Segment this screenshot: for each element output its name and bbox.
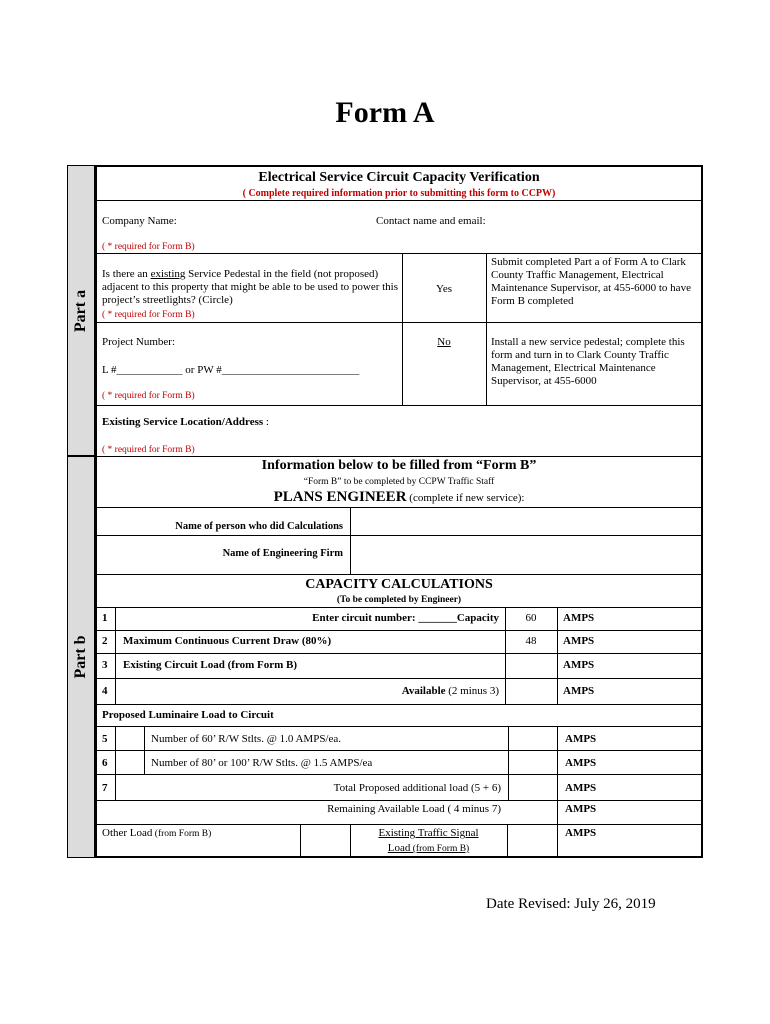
yes-instruction: Submit completed Part a of Form A to Clark County Traffic Management, Electrical Maintenance Supervisor, at 455-6000 to have Form B completed	[491, 256, 691, 307]
capacity-row-unit: AMPS	[563, 685, 595, 697]
firm-label: Name of Engineering Firm	[222, 548, 343, 559]
capacity-row-num: 2	[102, 635, 108, 647]
contact-label: Contact name and email:	[376, 215, 486, 227]
capacity-row-num: 3	[102, 659, 108, 671]
proposed-row-num: 7	[102, 782, 108, 794]
form-heading: Electrical Service Circuit Capacity Verification	[258, 170, 540, 185]
form-b-subheading: “Form B” to be completed by CCPW Traffic Staff	[303, 477, 495, 487]
required-note-1: ( * required for Form B)	[102, 242, 195, 252]
yes-option[interactable]: Yes	[435, 283, 452, 295]
project-number-label: Project Number:	[102, 336, 176, 348]
plans-engineer-heading: PLANS ENGINEER (complete if new service):	[273, 489, 525, 505]
capacity-row-num: 4	[102, 685, 108, 697]
capacity-row-label: Available (2 minus 3)	[401, 685, 499, 697]
required-note-3: ( * required for Form B)	[102, 391, 195, 401]
company-name-label: Company Name:	[102, 215, 177, 227]
remaining-unit: AMPS	[565, 803, 597, 815]
form-subheading: ( Complete required information prior to submitting this form to CCPW)	[242, 188, 556, 199]
capacity-row-value: 48	[525, 635, 537, 647]
proposed-row-label: Number of 60’ R/W Stlts. @ 1.0 AMPS/ea.	[151, 733, 342, 745]
proposed-heading: Proposed Luminaire Load to Circuit	[102, 709, 274, 721]
capacity-row-value: 60	[525, 612, 537, 624]
signal-load-unit: AMPS	[565, 827, 597, 839]
pedestal-question: Is there an existing Service Pedestal in the field (not proposed) adjacent to this property that might be able to be used to power this project’s streetlights? (Circle)	[102, 268, 399, 306]
date-revised: Date Revised: July 26, 2019	[486, 896, 656, 912]
capacity-heading: CAPACITY CALCULATIONS	[305, 577, 493, 592]
capacity-row-unit: AMPS	[563, 612, 595, 624]
person-label: Name of person who did Calculations	[175, 521, 343, 532]
no-option[interactable]: No	[437, 336, 451, 348]
required-note-4: ( * required for Form B)	[102, 445, 195, 455]
part-b-label-bar	[67, 456, 95, 858]
proposed-row-num: 5	[102, 733, 108, 745]
capacity-row-unit: AMPS	[563, 659, 595, 671]
proposed-row-label: Number of 80’ or 100’ R/W Stlts. @ 1.5 AMPS/ea	[151, 757, 373, 769]
capacity-row-label: Maximum Continuous Current Draw (80%)	[123, 635, 332, 647]
page-title: Form A	[335, 96, 435, 129]
capacity-row-label: Enter circuit number: _______Capacity	[312, 612, 499, 624]
remaining-label: Remaining Available Load ( 4 minus 7)	[327, 803, 501, 815]
other-load-label: Other Load (from Form B)	[102, 827, 212, 839]
proposed-row-label: Total Proposed additional load (5 + 6)	[333, 782, 501, 794]
form-b-heading: Information below to be filled from “Form B”	[261, 458, 537, 473]
capacity-row-unit: AMPS	[563, 635, 595, 647]
proposed-row-unit: AMPS	[565, 757, 597, 769]
capacity-row-label: Existing Circuit Load (from Form B)	[123, 659, 298, 671]
part-b-label: Part b	[72, 635, 89, 679]
proposed-row-unit: AMPS	[565, 733, 597, 745]
part-a-label-bar	[67, 165, 95, 456]
signal-load-label-2: Load (from Form B)	[387, 842, 470, 854]
capacity-row-num: 1	[102, 612, 108, 624]
existing-location-label: Existing Service Location/Address :	[102, 416, 269, 428]
required-note-2: ( * required for Form B)	[102, 310, 195, 320]
capacity-subheading: (To be completed by Engineer)	[336, 595, 462, 605]
proposed-row-num: 6	[102, 757, 108, 769]
signal-load-label: Existing Traffic Signal	[378, 827, 479, 839]
no-instruction: Install a new service pedestal; complete this form and turn in to Clark County Traffic Management, Electrical Maintenance Supervisor, at 455-6000	[491, 336, 685, 387]
part-a-label: Part a	[72, 289, 89, 332]
l-pw-number-line: L #____________ or PW #_________________________	[102, 364, 360, 376]
proposed-row-unit: AMPS	[565, 782, 597, 794]
